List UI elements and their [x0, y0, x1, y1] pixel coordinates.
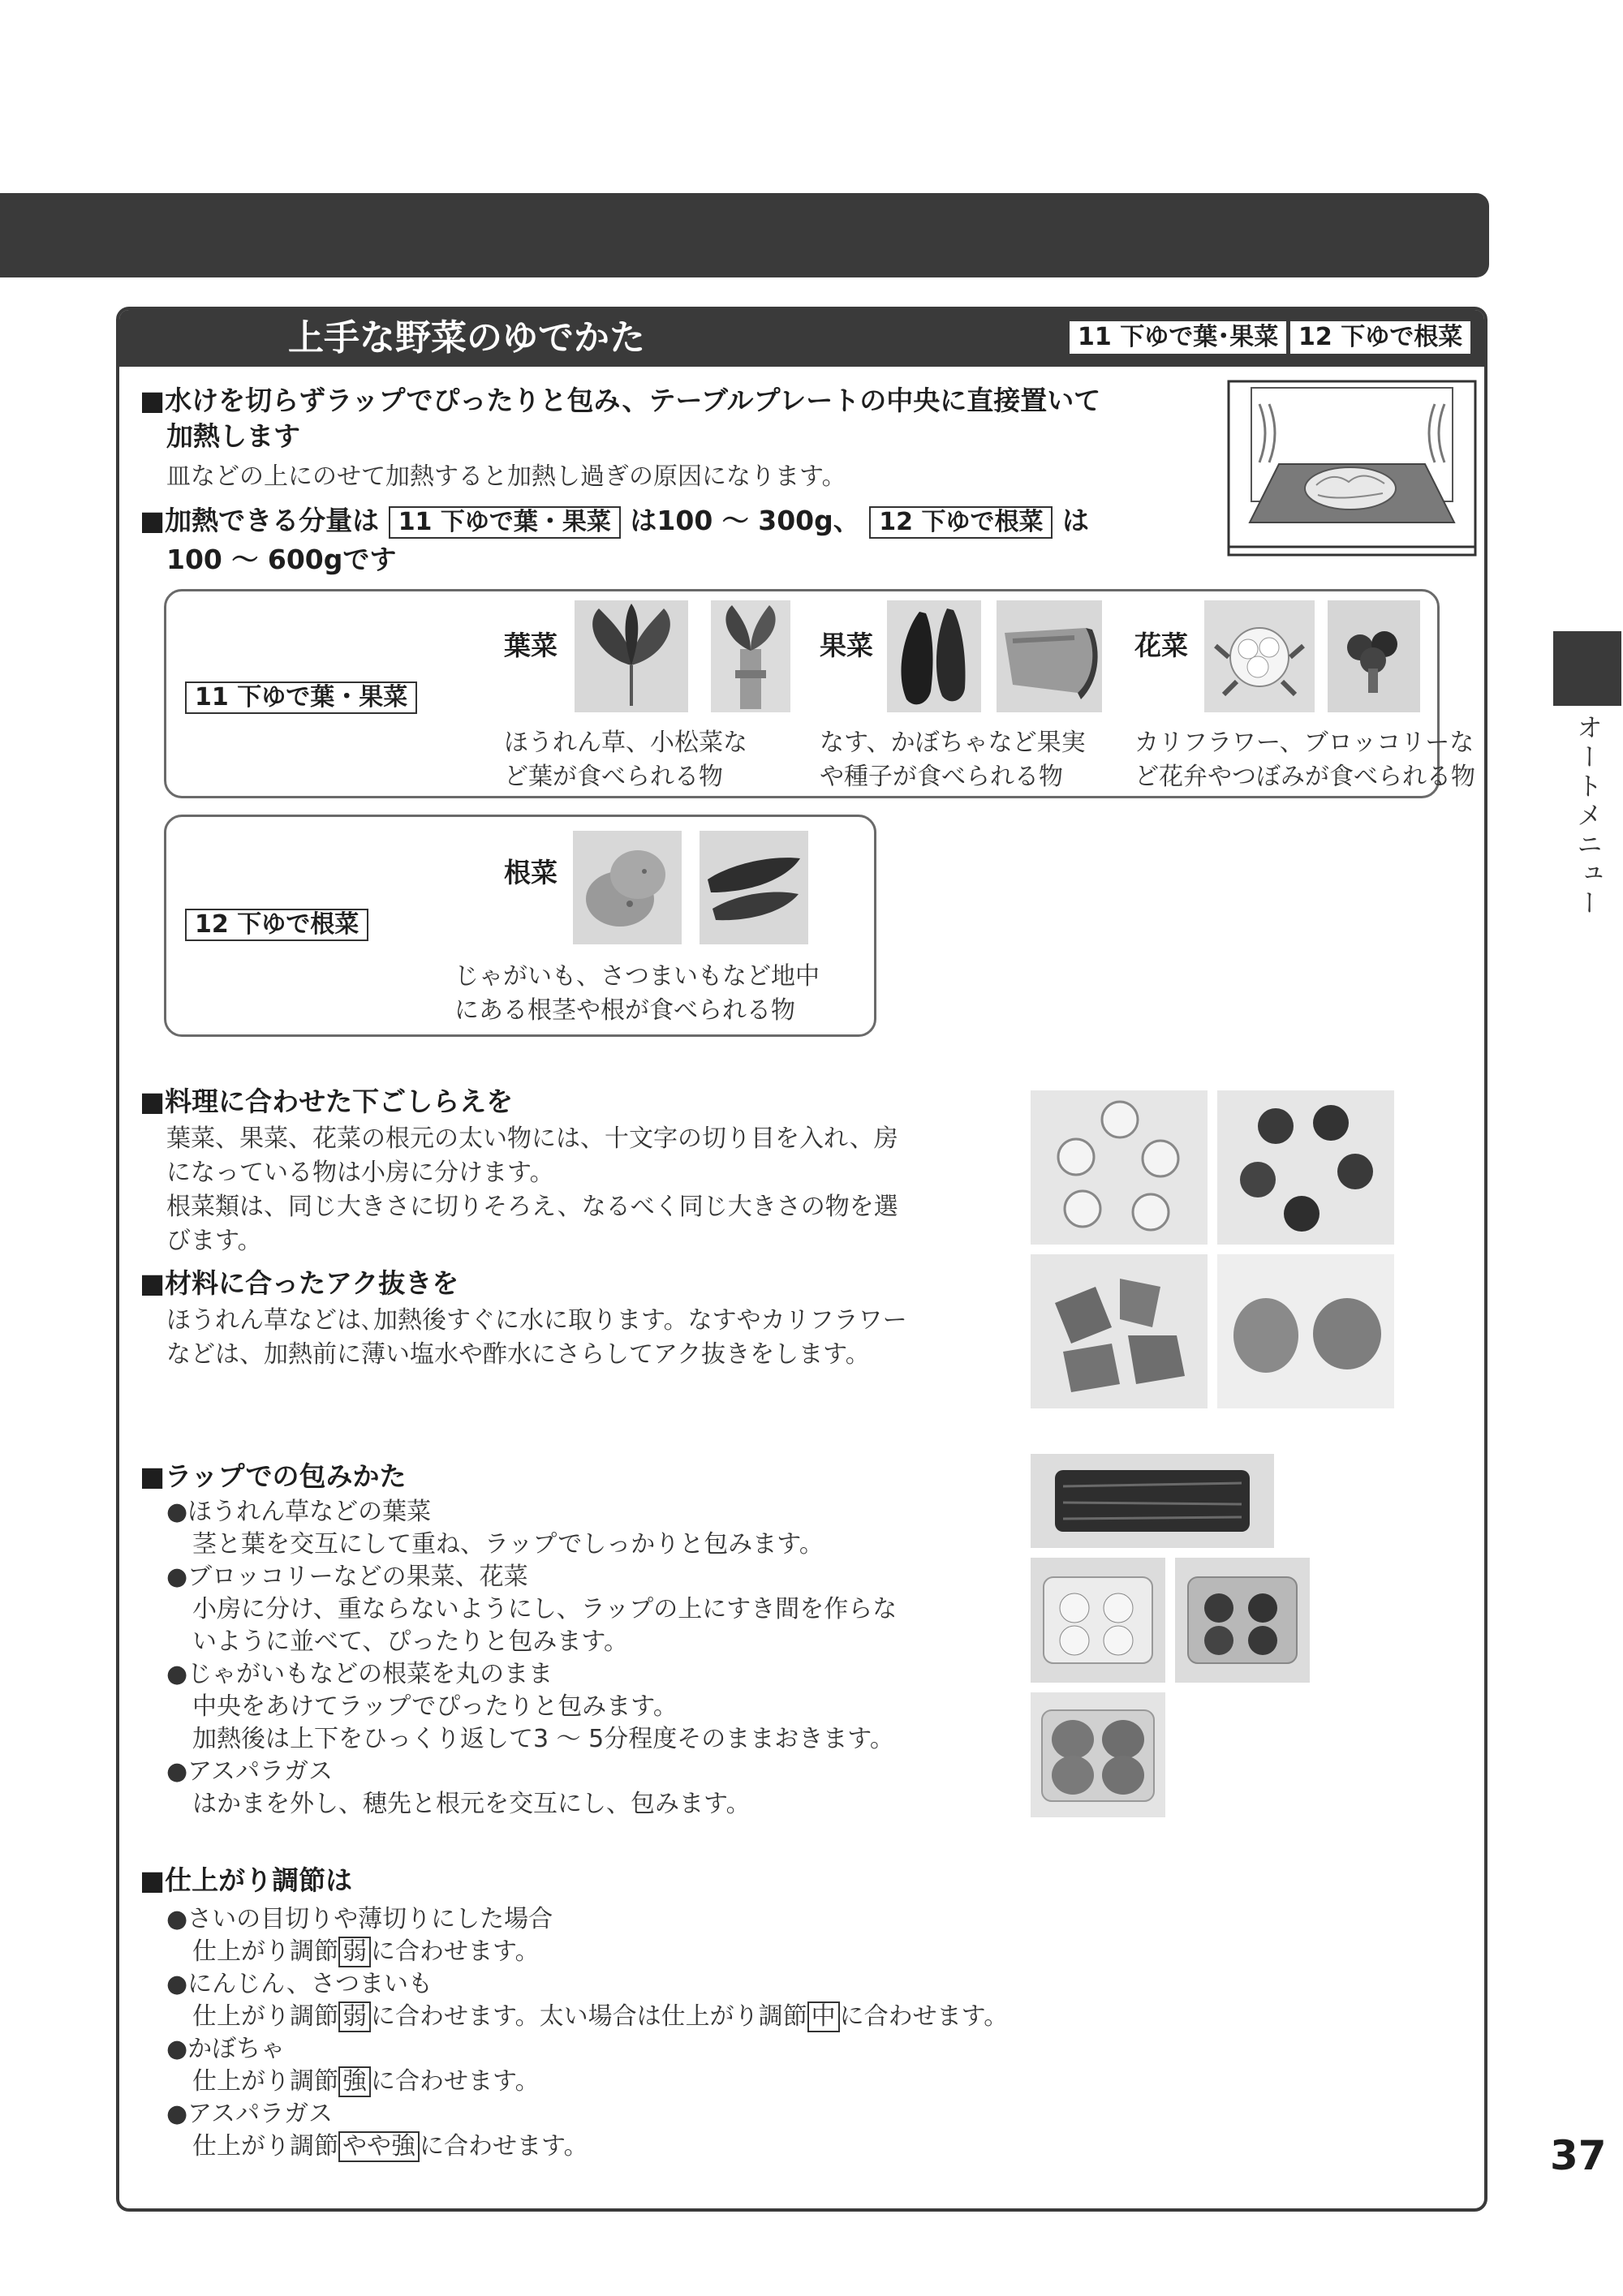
prep-line: 葉菜、果菜、花菜の根元の太い物には、十文字の切り目を入れ、房	[166, 1124, 898, 1153]
menu-tag-root: 12 下ゆで根菜	[1290, 321, 1470, 354]
finish-bullet: ●かぼちゃ	[166, 2035, 286, 2063]
prep-heading: ■料理に合わせた下ごしらえを	[140, 1086, 514, 1117]
prep-line: びます。	[166, 1227, 262, 1255]
setting-strong: 強	[338, 2066, 371, 2097]
amount-leaf-tag: 11 下ゆで葉・果菜	[389, 506, 621, 539]
aku-heading: ■材料に合ったアク抜きを	[140, 1267, 459, 1299]
wrapped-potatoes-photo	[1031, 1692, 1165, 1817]
root-desc-line1: じゃがいも、さつまいもなど地中	[454, 962, 820, 991]
section-tab-label: オートメニュー	[1573, 714, 1604, 918]
aku-line: ほうれん草などは､加熱後すぐに水に取ります。なすやカリフラワー	[166, 1306, 907, 1335]
label-fruit-vegetables: 果菜	[820, 630, 873, 661]
amount-suffix: は	[1061, 505, 1089, 536]
box1-tag: 11 下ゆで葉・果菜	[185, 681, 417, 714]
wrap-how-bullet: ●アスパラガス	[166, 1757, 333, 1786]
fruit-desc-line2: や種子が食べられる物	[820, 763, 1063, 791]
pumpkin-photo	[997, 600, 1102, 712]
komatsuna-photo	[711, 600, 790, 712]
wrap-how-line: いように並べて、ぴったりと包みます。	[192, 1627, 628, 1656]
broccoli-florets-photo	[1217, 1090, 1394, 1245]
finish-heading: ■仕上がり調節は	[140, 1864, 353, 1896]
sweet-potato-photo	[700, 831, 808, 944]
wrap-how-bullet: ●じゃがいもなどの根菜を丸のまま	[166, 1660, 553, 1688]
finish-line: 仕上がり調節 弱 に合わせます。太い場合は仕上がり調節 中 に合わせます。	[192, 2002, 1009, 2031]
label-flower-vegetables: 花菜	[1134, 630, 1188, 661]
wrap-how-line: 中央をあけてラップでぴったりと包みます。	[192, 1692, 678, 1721]
wrap-how-line: 茎と葉を交互にして重ね、ラップでしっかりと包みます。	[192, 1530, 824, 1559]
flower-desc-line1: カリフラワー、ブロッコリーな	[1134, 729, 1474, 757]
cauliflower-photo	[1204, 600, 1315, 712]
wrap-how-line: 小房に分け、重ならないようにし、ラップの上にすき間を作らな	[192, 1595, 898, 1623]
finish-bullet: ●にんじん、さつまいも	[166, 1970, 433, 1998]
cut-pumpkin-photo	[1031, 1254, 1208, 1408]
finish-line: 仕上がり調節 弱 に合わせます。	[192, 1937, 540, 1966]
box2-tag: 12 下ゆで根菜	[185, 909, 368, 941]
page-number: 37	[1550, 2132, 1607, 2179]
leaf-desc-line2: ど葉が食べられる物	[504, 763, 723, 791]
finish-line: 仕上がり調節 強 に合わせます。	[192, 2067, 540, 2096]
wrapped-cauliflower-photo	[1031, 1558, 1165, 1683]
fruit-desc-line1: なす、かぼちゃなど果実	[820, 729, 1086, 757]
wrap-how-bullet: ●ブロッコリーなどの果菜、花菜	[166, 1563, 528, 1591]
wrap-how-bullet: ●ほうれん草などの葉菜	[166, 1498, 432, 1526]
cauliflower-florets-photo	[1031, 1090, 1208, 1245]
wrap-how-heading: ■ラップでの包みかた	[140, 1460, 407, 1492]
wrap-heading-line1: ■水けを切らずラップでぴったりと包み、テーブルプレートの中央に直接置いて	[140, 385, 1101, 416]
potato-photo	[573, 831, 682, 944]
wrap-note: 皿などの上にのせて加熱すると加熱し過ぎの原因になります。	[166, 462, 846, 491]
wrapped-spinach-photo	[1031, 1454, 1274, 1548]
spinach-photo	[575, 600, 688, 712]
finish-bullet: ●アスパラガス	[166, 2100, 333, 2128]
amount-heading	[140, 500, 1089, 539]
label-root-vegetables: 根菜	[504, 857, 558, 888]
aku-line: などは、加熱前に薄い塩水や酢水にさらしてアク抜きをします。	[166, 1340, 870, 1369]
eggplant-photo	[887, 600, 981, 712]
label-leaf-vegetables: 葉菜	[504, 630, 558, 661]
setting-weak: 弱	[338, 2001, 371, 2032]
wrap-how-line: はかまを外し、穂先と根元を交互にし、包みます。	[192, 1790, 751, 1818]
amount-line2: 100 ～ 600gです	[166, 544, 397, 575]
finish-line: 仕上がり調節 やや強 に合わせます。	[192, 2132, 588, 2161]
prep-line: になっている物は小房に分けます。	[166, 1159, 554, 1187]
wrap-heading-line2: 加熱します	[166, 420, 300, 452]
section-tab-marker	[1553, 631, 1621, 706]
setting-weak: 弱	[338, 1937, 371, 1967]
leaf-desc-line1: ほうれん草、小松菜な	[504, 729, 747, 757]
root-desc-line2: にある根茎や根が食べられる物	[454, 996, 795, 1025]
wrapped-broccoli-photo	[1175, 1558, 1310, 1683]
setting-medium: 中	[807, 2001, 840, 2032]
setting-slightly-strong: やや強	[338, 2131, 420, 2162]
flower-desc-line2: ど花弁やつぼみが食べられる物	[1134, 763, 1475, 791]
amount-leaf-value: は100 ～ 300g、	[630, 505, 860, 536]
menu-tag-leaf-fruit: 11 下ゆで葉･果菜	[1070, 321, 1286, 354]
wrap-how-line: 加熱後は上下をひっくり返して3 ～ 5分程度そのままおきます。	[192, 1725, 894, 1753]
broccoli-photo	[1328, 600, 1420, 712]
prep-line: 根菜類は、同じ大きさに切りそろえ、なるべく同じ大きさの物を選	[166, 1193, 898, 1221]
page-title: 上手な野菜のゆでかた	[288, 317, 645, 359]
whole-potatoes-photo	[1217, 1254, 1394, 1408]
amount-root-tag: 12 下ゆで根菜	[869, 506, 1053, 539]
top-header-band	[0, 193, 1489, 277]
finish-bullet: ●さいの目切りや薄切りにした場合	[166, 1905, 553, 1933]
microwave-illustration	[1227, 380, 1477, 557]
amount-prefix: ■加熱できる分量は	[140, 505, 380, 536]
